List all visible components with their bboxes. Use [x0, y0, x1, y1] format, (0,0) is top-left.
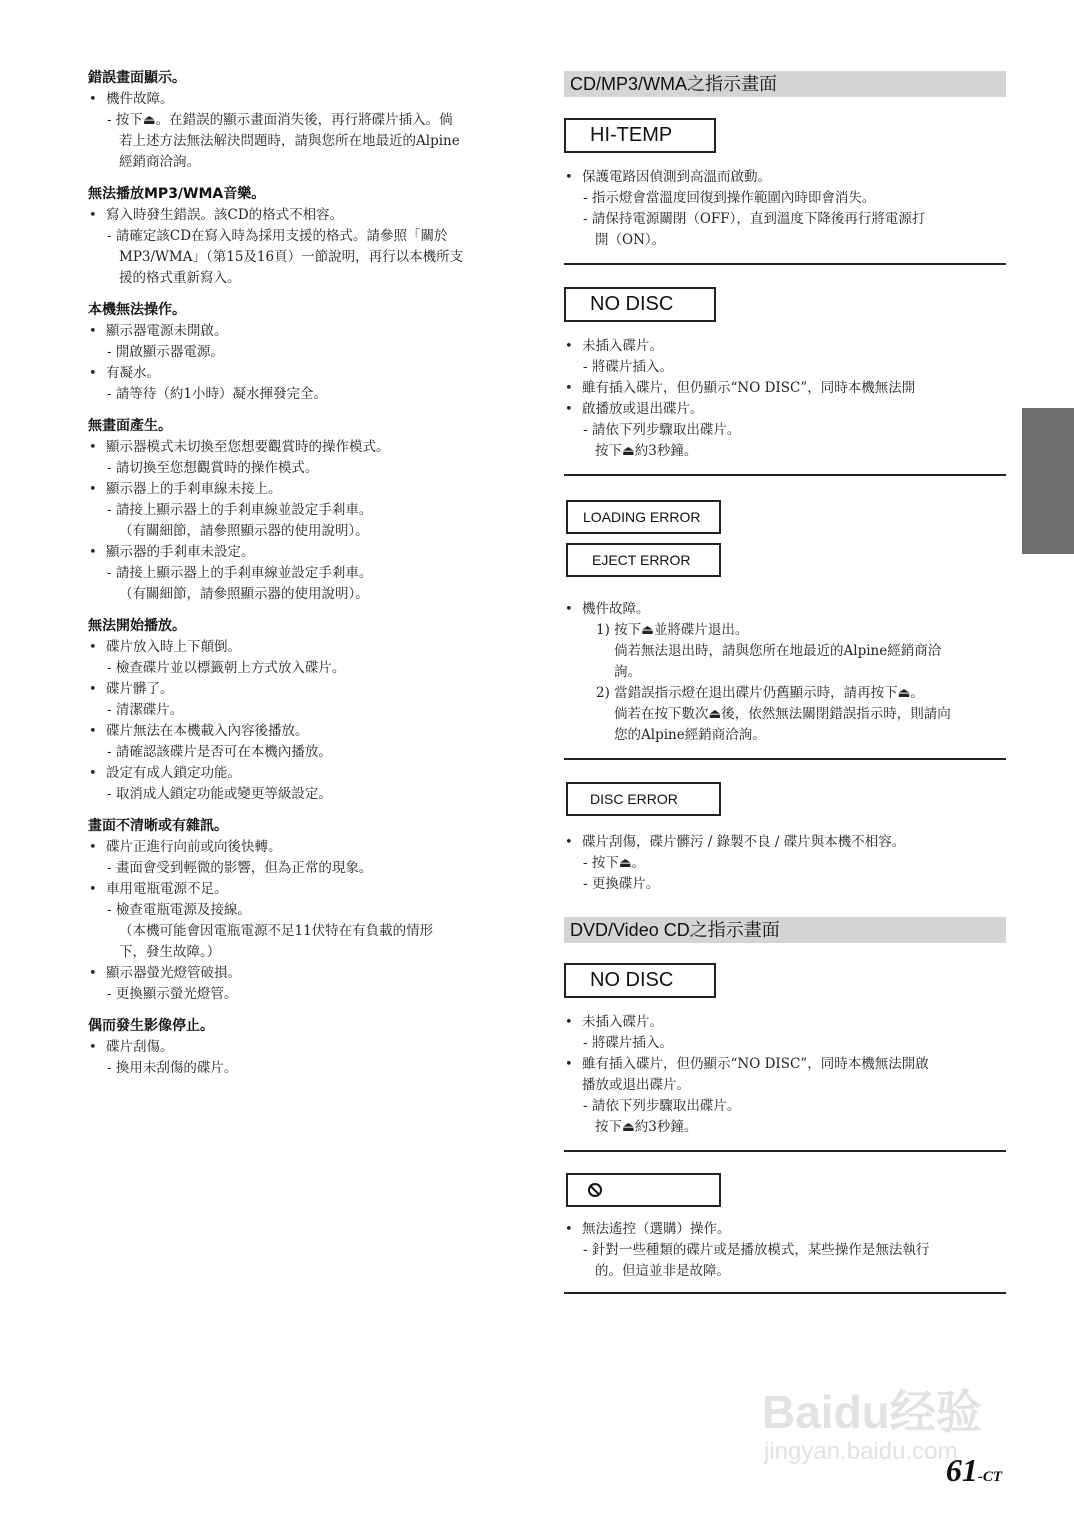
text: 檢查碟片並以標籤朝上方式放入碟片。 [115, 660, 346, 676]
bullet-item: • 雖有插入碟片，但仍顯示“NO DISC”，同時本機無法開 [564, 378, 1006, 399]
continuation: 開（ON）。 [595, 232, 666, 248]
text: 請等待（約1小時）凝水揮發完全。 [115, 386, 327, 402]
bullet-item: • 顯示器電源未開啟。 [88, 321, 530, 342]
bullet-item: • 顯示器的手剎車未設定。 [88, 542, 530, 563]
continuation: 按下⏏約3秒鐘。 [595, 443, 698, 459]
block-loading-eject-error [564, 498, 1006, 760]
bullet-item: • 保護電路因偵測到高溫而啟動。 [564, 167, 1006, 188]
dash-item: - 請確認該碟片是否可在本機內播放。 [107, 744, 332, 760]
bullet-item: • 碟片刮傷。 [88, 1037, 530, 1058]
continuation [564, 399, 1006, 420]
hi-temp-indicator: HI-TEMP [564, 118, 716, 153]
section-picture-stops [88, 1016, 530, 1079]
bullet-item: • 顯示器螢光燈管破損。 [88, 963, 530, 984]
bullet-item: • 顯示器上的手剎車線未接上。 [88, 479, 530, 500]
dash-item: - 取消成人鎖定功能或變更等級設定。 [107, 786, 332, 802]
text: 指示燈會當溫度回復到操作範圍內時即會消失。 [591, 190, 876, 206]
bullet-item: • 雖有插入碟片，但仍顯示“NO DISC”，同時本機無法開啟 [564, 1054, 1006, 1075]
text: 換用未刮傷的碟片。 [115, 1060, 238, 1076]
section-title: 畫面不清晰或有雜訊。 [88, 818, 228, 834]
dash-item: - 請依下列步驟取出碟片。 [583, 1098, 741, 1114]
text: 更換碟片。 [591, 876, 660, 892]
block-prohibited [564, 1174, 1006, 1294]
bullet-item: • 未插入碟片。 [564, 1012, 1006, 1033]
continuation: 若上述方法無法解決問題時，請與您所在地最近的Alpine [119, 133, 460, 149]
no-disc-indicator: NO DISC [564, 963, 716, 998]
bullet-item: • 機件故障。 [88, 89, 530, 110]
divider [564, 758, 1006, 760]
bullet-item: • 有凝水。 [88, 363, 530, 384]
section-title: 本機無法操作。 [88, 302, 186, 318]
text: 請保持電源關閉（OFF），直到溫度下降後再行將電源打 [591, 211, 926, 227]
text: 請確認該碟片是否可在本機內播放。 [115, 744, 332, 760]
numbered-item: 1) 按下⏏並將碟片退出。 [596, 622, 749, 638]
section-error-display [88, 68, 530, 173]
dash-item: - 指示燈會當溫度回復到操作範圍內時即會消失。 [583, 190, 876, 206]
text: 啟播放或退出碟片。 [582, 401, 704, 417]
bullet-item: • 碟片正進行向前或向後快轉。 [88, 837, 530, 858]
section-title: 錯誤畫面顯示。 [88, 70, 186, 86]
continuation: MP3/WMA」（第15及16頁）一節說明，再行以本機所支 [119, 249, 464, 265]
continuation: （本機可能會因電瓶電源不足11伏特在有負載的情形 [119, 923, 434, 939]
section-noisy-picture [88, 816, 530, 1005]
bullet-item: • 機件故障。 [564, 599, 1006, 620]
continuation: （有關細節，請參照顯示器的使用說明）。 [119, 523, 369, 539]
watermark-main: Baidu经验 [762, 1386, 982, 1438]
section-title: 無畫面產生。 [88, 418, 172, 434]
dash-item: - 請切換至您想觀賞時的操作模式。 [107, 460, 319, 476]
right-column [564, 71, 1006, 1316]
bullet-item: • 碟片放入時上下顛倒。 [88, 637, 530, 658]
text: 請依下列步驟取出碟片。 [591, 422, 741, 438]
dash-item: - 更換顯示螢光燈管。 [107, 986, 238, 1002]
section-mp3-wma [88, 184, 530, 289]
text: 取消成人鎖定功能或變更等級設定。 [115, 786, 332, 802]
divider [564, 263, 1006, 265]
dash-item: - 請保持電源關閉（OFF），直到溫度下降後再行將電源打 [583, 211, 926, 227]
section-title: 無法開始播放。 [88, 618, 186, 634]
disc-error-indicator: DISC ERROR [566, 782, 721, 816]
divider [564, 1292, 1006, 1294]
divider [564, 474, 1006, 476]
dash-item: - 請接上顯示器上的手剎車線並設定手剎車。 [107, 565, 373, 581]
section-no-operation [88, 300, 530, 405]
bullet-item: • 碟片髒了。 [88, 679, 530, 700]
page-number-value: 61 [945, 1452, 978, 1488]
bullet-item: • 設定有成人鎖定功能。 [88, 763, 530, 784]
continuation: 倘若在按下數次⏏後，依然無法關閉錯誤指示時，則請向 [614, 706, 951, 722]
text: 將碟片插入。 [591, 1035, 673, 1051]
dash-item: - 按下⏏。在錯誤的顯示畫面消失後，再行將碟片插入。倘 [107, 112, 453, 128]
text: 按下⏏。在錯誤的顯示畫面消失後，再行將碟片插入。倘 [115, 112, 453, 128]
continuation: 您的Alpine經銷商洽詢。 [614, 727, 766, 743]
text: 請接上顯示器上的手剎車線並設定手剎車。 [115, 565, 373, 581]
dash-item: - 按下⏏。 [583, 855, 646, 871]
section-title: 無法播放MP3/WMA音樂。 [88, 186, 266, 202]
eject-error-indicator: EJECT ERROR [566, 543, 721, 577]
continuation: 倘若無法退出時，請與您所在地最近的Alpine經銷商洽 [614, 643, 942, 659]
dash-item: - 針對一些種類的碟片或是播放模式，某些操作是無法執行 [583, 1242, 930, 1258]
bullet-item: • 車用電瓶電源不足。 [88, 879, 530, 900]
block-no-disc-cd [564, 287, 1006, 476]
bullet-item: • 顯示器模式未切換至您想要觀賞時的操作模式。 [88, 437, 530, 458]
text: 請確定該CD在寫入時為採用支援的格式。請參照「關於 [115, 228, 448, 244]
dash-item: - 更換碟片。 [583, 876, 660, 892]
text: 按下⏏。 [591, 855, 646, 871]
continuation: 下，發生故障。） [119, 944, 221, 960]
bullet-item: • 碟片刮傷，碟片髒污 / 錄製不良 / 碟片與本機不相容。 [564, 832, 1006, 853]
continuation: 播放或退出碟片。 [582, 1077, 690, 1093]
continuation: 經銷商洽詢。 [119, 154, 200, 170]
continuation: 按下⏏約3秒鐘。 [595, 1119, 698, 1135]
text: 更換顯示螢光燈管。 [115, 986, 238, 1002]
text: 開啟顯示器電源。 [115, 344, 224, 360]
dash-item: - 開啟顯示器電源。 [107, 344, 224, 360]
bullet-item: • 寫入時發生錯誤。該CD的格式不相容。 [88, 205, 530, 226]
text: 請接上顯示器上的手剎車線並設定手剎車。 [115, 502, 373, 518]
bullet-item: • 碟片無法在本機載入內容後播放。 [88, 721, 530, 742]
continuation: 詢。 [614, 664, 641, 680]
page-number [946, 1452, 1002, 1489]
dash-item: - 請確定該CD在寫入時為採用支援的格式。請參照「關於 [107, 228, 448, 244]
no-disc-indicator: NO DISC [564, 287, 716, 322]
section-title: 偶而發生影像停止。 [88, 1018, 214, 1034]
divider [564, 1150, 1006, 1152]
dash-item: - 檢查電瓶電源及接線。 [107, 902, 251, 918]
block-no-disc-dvd [564, 964, 1006, 1152]
dvd-indicator-heading: DVD/Video CD之指示畫面 [564, 917, 1006, 943]
prohibited-icon [588, 1183, 602, 1197]
dash-item: - 將碟片插入。 [583, 359, 673, 375]
page-suffix: -CT [977, 1469, 1002, 1485]
numbered-item: 2) 當錯誤指示燈在退出碟片仍舊顯示時，請再按下⏏。 [596, 685, 924, 701]
prohibited-indicator [566, 1173, 721, 1207]
block-disc-error [564, 782, 1006, 895]
text: 針對一些種類的碟片或是播放模式，某些操作是無法執行 [591, 1242, 930, 1258]
bullet-item: • 無法遙控（選購）操作。 [564, 1219, 1006, 1240]
text: 請切換至您想觀賞時的操作模式。 [115, 460, 319, 476]
bullet-item: • 未插入碟片。 [564, 336, 1006, 357]
section-no-playback [88, 616, 530, 805]
text: 將碟片插入。 [591, 359, 673, 375]
left-column [88, 68, 530, 1090]
dash-item: - 將碟片插入。 [583, 1035, 673, 1051]
dash-item: - 檢查碟片並以標籤朝上方式放入碟片。 [107, 660, 346, 676]
dash-item: - 請依下列步驟取出碟片。 [583, 422, 741, 438]
continuation: 援的格式重新寫入。 [119, 270, 241, 286]
text: 請依下列步驟取出碟片。 [591, 1098, 741, 1114]
dash-item: - 換用未刮傷的碟片。 [107, 1060, 238, 1076]
dash-item: - 請等待（約1小時）凝水揮發完全。 [107, 386, 327, 402]
section-no-picture [88, 416, 530, 605]
dash-item: - 畫面會受到輕微的影響，但為正常的現象。 [107, 860, 373, 876]
cd-indicator-heading: CD/MP3/WMA之指示畫面 [564, 71, 1006, 97]
text: 畫面會受到輕微的影響，但為正常的現象。 [115, 860, 373, 876]
watermark-sub: jingyan.baidu.com [764, 1438, 958, 1465]
continuation: 的。但這並非是故障。 [595, 1263, 730, 1279]
text: 清潔碟片。 [115, 702, 184, 718]
text: 檢查電瓶電源及接線。 [115, 902, 251, 918]
dash-item: - 清潔碟片。 [107, 702, 184, 718]
dash-item: - 請接上顯示器上的手剎車線並設定手剎車。 [107, 502, 373, 518]
block-hi-temp [564, 118, 1006, 265]
loading-error-indicator: LOADING ERROR [566, 500, 721, 534]
chapter-tab [1022, 408, 1074, 554]
continuation: （有關細節，請參照顯示器的使用說明）。 [119, 586, 369, 602]
